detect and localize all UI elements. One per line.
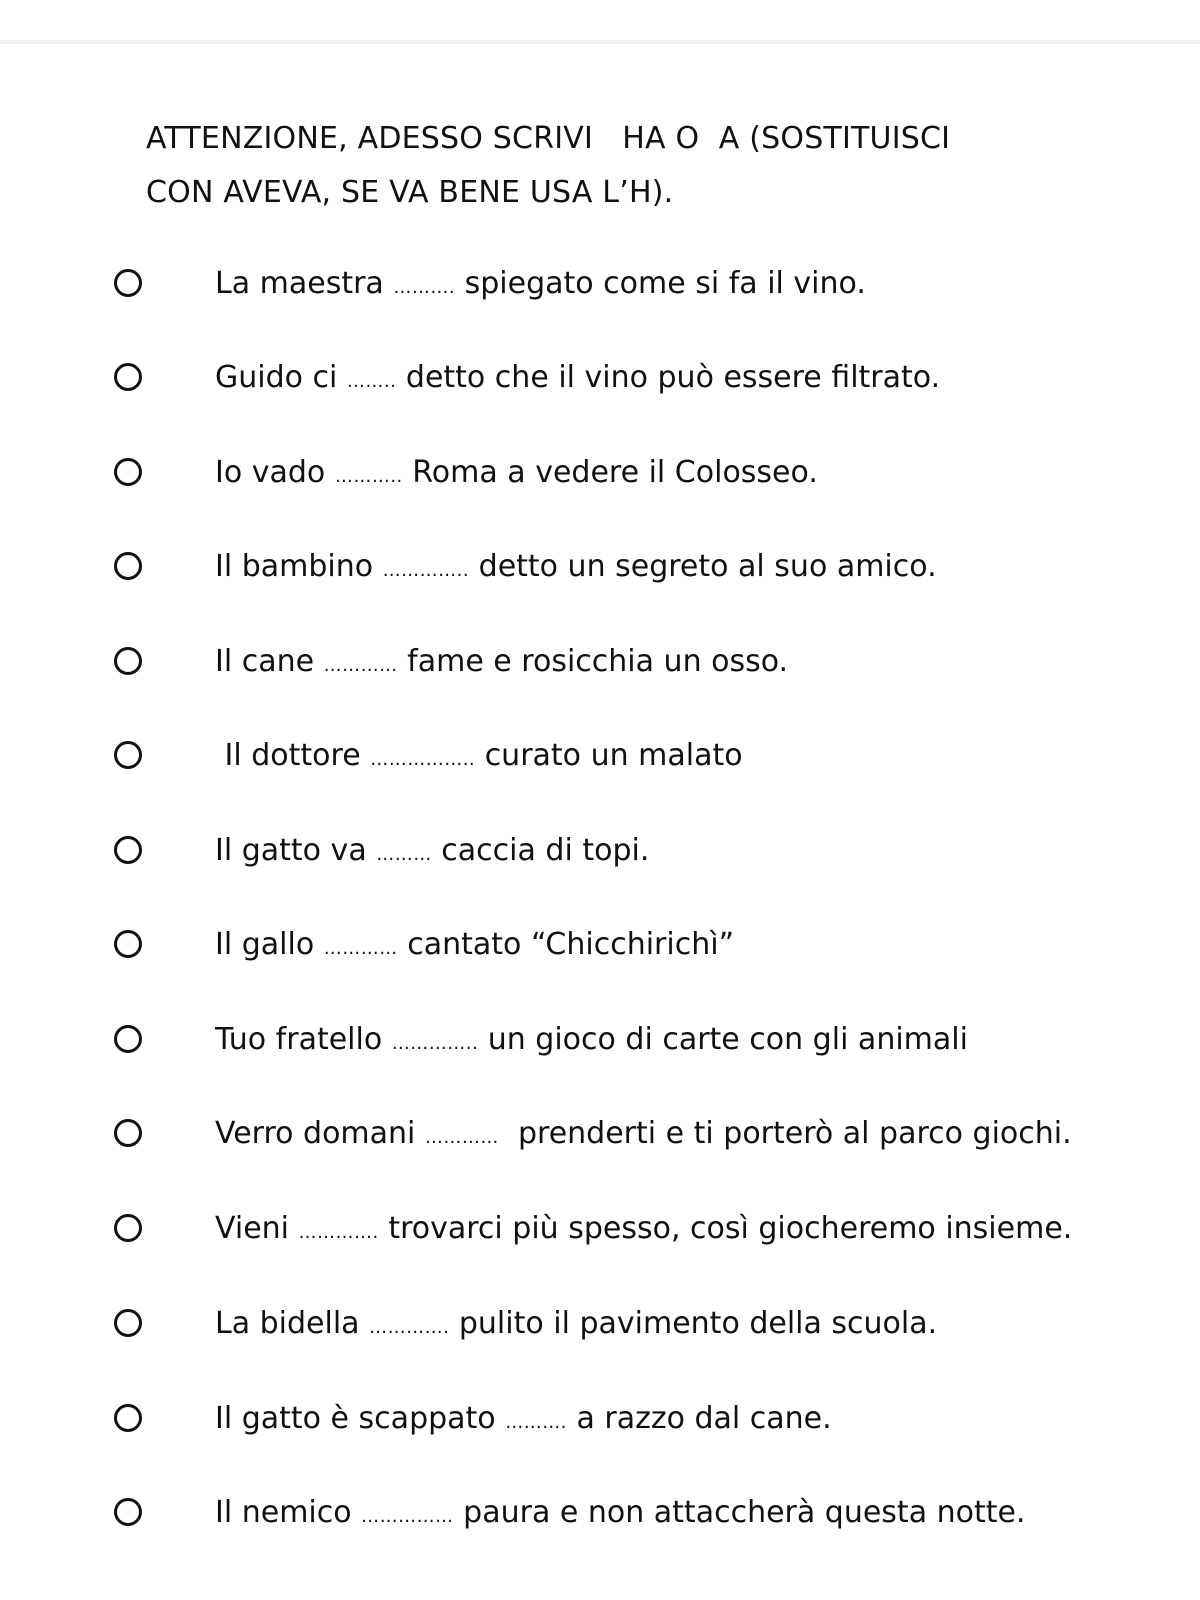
exercise-sentence: Guido ci …….. detto che il vino può essere filtrato. (215, 360, 941, 395)
exercise-sentence: Tuo fratello ………….. un gioco di carte con gli animali (215, 1022, 968, 1057)
exercise-sentence: Il bambino ………….. detto un segreto al suo amico. (215, 549, 937, 584)
answer-radio-circle[interactable] (114, 647, 142, 675)
fill-in-blank[interactable]: …………… (361, 1506, 454, 1527)
fill-in-blank[interactable]: ……….. (334, 466, 403, 487)
exercise-item (0, 726, 1200, 786)
fill-in-blank[interactable]: ………. (393, 277, 456, 298)
exercise-sentence: Il gallo ………… cantato “Chicchirichì” (215, 927, 735, 962)
answer-radio-circle[interactable] (114, 1214, 142, 1242)
answer-radio-circle[interactable] (114, 552, 142, 580)
exercise-item (0, 254, 1200, 314)
exercise-item (0, 632, 1200, 692)
instructions-line-2: CON AVEVA, SE VA BENE USA L’H). (146, 175, 674, 210)
answer-radio-circle[interactable] (114, 1119, 142, 1147)
exercise-sentence: Il nemico …………… paura e non attaccherà questa notte. (215, 1495, 1026, 1530)
exercise-sentence: La maestra ………. spiegato come si fa il vino. (215, 266, 866, 301)
exercise-sentence: Verro domani ………… prenderti e ti porterò al parco giochi. (215, 1116, 1072, 1151)
exercise-item (0, 1294, 1200, 1354)
answer-radio-circle[interactable] (114, 1404, 142, 1432)
exercise-sentence: Il gatto è scappato ………. a razzo dal cane. (215, 1401, 832, 1436)
exercise-item (0, 821, 1200, 881)
answer-radio-circle[interactable] (114, 1025, 142, 1053)
fill-in-blank[interactable]: ………… (424, 1127, 499, 1148)
exercise-item (0, 1199, 1200, 1259)
exercise-item (0, 1483, 1200, 1543)
exercise-sentence: Il cane ………… fame e rosicchia un osso. (215, 644, 789, 679)
fill-in-blank[interactable]: …………. (369, 1317, 450, 1338)
answer-radio-circle[interactable] (114, 930, 142, 958)
exercise-sentence: Vieni …………. trovarci più spesso, così giocheremo insieme. (215, 1211, 1073, 1246)
exercise-sentence: Io vado ……….. Roma a vedere il Colosseo. (215, 455, 818, 490)
fill-in-blank[interactable]: ……… (376, 844, 432, 865)
fill-in-blank[interactable]: …………. (298, 1222, 379, 1243)
answer-radio-circle[interactable] (114, 1309, 142, 1337)
exercise-item (0, 1010, 1200, 1070)
fill-in-blank[interactable]: …….. (346, 371, 397, 392)
exercise-item (0, 443, 1200, 503)
exercise-item (0, 915, 1200, 975)
exercise-sentence: La bidella …………. pulito il pavimento della scuola. (215, 1306, 938, 1341)
fill-in-blank[interactable]: ………… (323, 655, 398, 676)
answer-radio-circle[interactable] (114, 458, 142, 486)
exercise-sentence: Il dottore …………….. curato un malato (215, 738, 743, 773)
answer-radio-circle[interactable] (114, 269, 142, 297)
exercise-sentence: Il gatto va ……… caccia di topi. (215, 833, 650, 868)
fill-in-blank[interactable]: ………….. (391, 1033, 479, 1054)
fill-in-blank[interactable]: ………….. (382, 560, 470, 581)
fill-in-blank[interactable]: …………….. (370, 749, 476, 770)
instructions-line-1: ATTENZIONE, ADESSO SCRIVI HA O A (SOSTITUISCI (146, 121, 951, 156)
exercise-item (0, 348, 1200, 408)
answer-radio-circle[interactable] (114, 836, 142, 864)
exercise-item (0, 1389, 1200, 1449)
fill-in-blank[interactable]: ………… (323, 938, 398, 959)
answer-radio-circle[interactable] (114, 1498, 142, 1526)
answer-radio-circle[interactable] (114, 741, 142, 769)
exercise-item (0, 1104, 1200, 1164)
exercise-item (0, 537, 1200, 597)
answer-radio-circle[interactable] (114, 363, 142, 391)
fill-in-blank[interactable]: ………. (505, 1412, 567, 1433)
